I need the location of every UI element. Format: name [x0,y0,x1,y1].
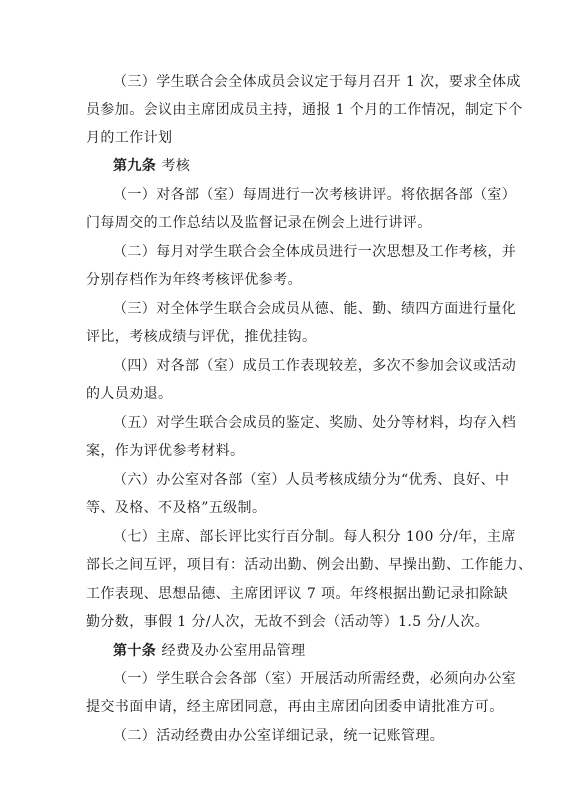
paragraph-line: 案，作为评优参考材料。 [86,443,245,459]
article-title: 考核 [161,158,191,174]
paragraph-first-line: （一）学生联合会各部（室）开展活动所需经费，必须向办公室 [113,671,517,687]
article-number: 第十条 [113,643,157,659]
article-number: 第九条 [113,158,157,174]
article-heading [113,642,305,660]
paragraph-line: 的人员劝退。 [86,386,173,402]
paragraph-first-line: （七）主席、部长评比实行百分制。每人积分 100 分/年，主席 [113,529,516,545]
paragraph-first-line: （六）办公室对各部（室）人员考核成绩分为“优秀、良好、中 [113,472,510,488]
paragraph-first-line: （四）对各部（室）成员工作表现较差，多次不参加会议或活动 [113,358,517,374]
paragraph-first-line: （三）学生联合会全体成员会议定于每月召开 1 次，要求全体成 [113,74,521,90]
paragraph-first-line: （一）对各部（室）每周进行一次考核讲评。将依据各部（室） [113,187,517,203]
paragraph-first-line: （二）活动经费由办公室详细记录，统一记账管理。 [113,728,445,744]
paragraph-line: 部长之间互评，项目有：活动出勤、例会出勤、早操出勤、工作能力、 [86,557,533,573]
paragraph-line: 分别存档作为年终考核评优参考。 [86,272,302,288]
paragraph-line: 评比，考核成绩与评优，推优挂钩。 [86,329,317,345]
paragraph-first-line: （三）对全体学生联合会成员从德、能、勤、绩四方面进行量化 [113,301,517,317]
paragraph-line: 门每周交的工作总结以及监督记录在例会上进行讲评。 [86,215,432,231]
paragraph-line: 勤分数，事假 1 分/人次，无故不到会（活动等）1.5 分/人次。 [86,614,490,630]
paragraph-line: 等、及格、不及格”五级制。 [86,500,267,516]
paragraph-line: 员参加。会议由主席团成员主持，通报 1 个月的工作情况，制定下个 [86,102,523,118]
paragraph-line: 提交书面申请，经主席团同意，再由主席团向团委申请批准方可。 [86,699,504,715]
paragraph-first-line: （五）对学生联合会成员的鉴定、奖励、处分等材料，均存入档 [113,415,517,431]
paragraph-line: 月的工作计划 [86,130,173,146]
paragraph-first-line: （二）每月对学生联合会全体成员进行一次思想及工作考核，并 [113,244,517,260]
article-heading [113,157,190,175]
article-title: 经费及办公室用品管理 [161,643,306,659]
paragraph-line: 工作表现、思想品德、主席团评议 7 项。年终根据出勤记录扣除缺 [86,586,509,602]
